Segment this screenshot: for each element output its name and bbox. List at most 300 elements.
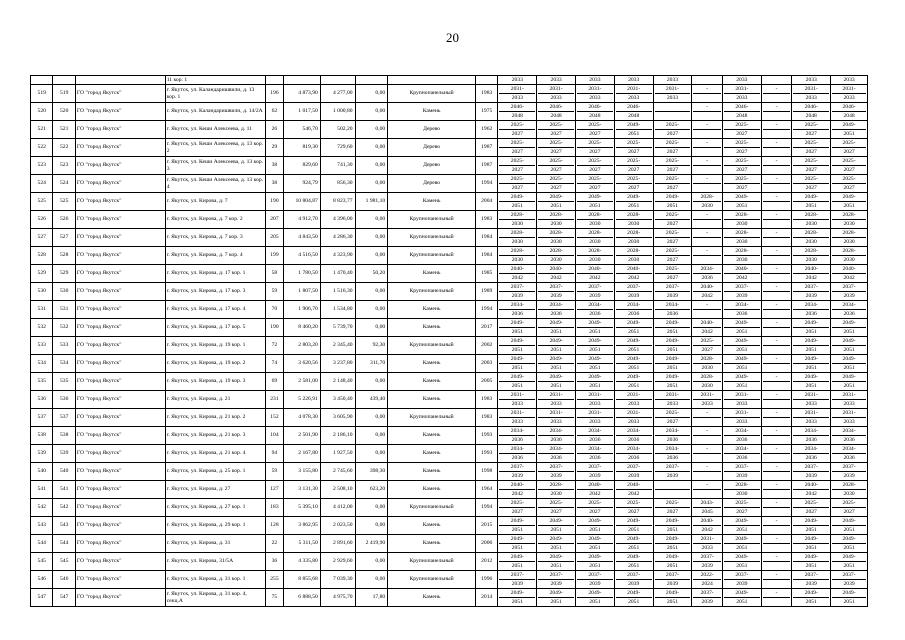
repair-period-cell	[831, 193, 868, 211]
period-end: 2051	[666, 383, 679, 389]
repair-period-cell	[653, 193, 692, 211]
period-end: 2030	[628, 257, 640, 263]
municipality-cell: ГО "город Якутск"	[75, 301, 165, 319]
period-start: 2049-	[724, 373, 760, 382]
nonresidential-area-cell: 17,80	[355, 589, 388, 607]
period-start: 2034-	[577, 301, 613, 310]
repair-period-cell	[537, 229, 576, 247]
period-end: 2027	[666, 149, 679, 155]
period-end: 2042	[843, 275, 855, 281]
period-end: 2051	[736, 563, 748, 569]
period-start: 2034-	[616, 445, 652, 454]
period-end: 2045	[701, 509, 713, 515]
build-year-cell: 1984	[475, 247, 497, 265]
repair-period-cell	[498, 535, 537, 553]
period-start: 2037-	[616, 463, 652, 472]
period-end: 2051	[550, 347, 562, 353]
build-year-cell: 1998	[475, 463, 497, 481]
build-year-cell: 1983	[475, 211, 497, 229]
build-year-cell: 1993	[475, 445, 497, 463]
period-start: -	[763, 499, 791, 508]
period-start: 2031-	[832, 391, 866, 400]
period-start: 2049-	[832, 535, 866, 544]
row-index-cell: 539	[53, 445, 75, 463]
period-end: 2051	[805, 527, 817, 533]
row-index-cell: 534	[53, 355, 75, 373]
period-start: 2031-	[724, 409, 760, 418]
living-area-cell: 741,30	[320, 157, 355, 175]
address-cell: г. Якутск, ул. Каландаришвили, д. 13 кор. 1	[165, 85, 265, 103]
address-cell: г. Якутск, ул. Кирова, д. 21 кор. 2	[165, 409, 265, 427]
repair-period-cell	[537, 445, 576, 463]
table-row	[31, 301, 868, 319]
repair-period-cell	[692, 139, 723, 157]
period-end: 2036	[843, 455, 855, 461]
period-start: -	[763, 139, 791, 148]
repair-period-cell	[792, 373, 831, 391]
period-start: 2049-	[655, 589, 691, 598]
period-start: 2040-	[616, 481, 652, 490]
repair-period-cell	[722, 139, 761, 157]
period-end: 2027	[805, 167, 817, 173]
period-end: 2033	[589, 95, 601, 101]
repair-period-cell	[761, 535, 792, 553]
repair-period-cell	[576, 337, 615, 355]
period-end: 2042	[550, 275, 562, 281]
period-end: 2051	[736, 599, 748, 605]
build-year-cell: 1994	[475, 499, 497, 517]
repair-period-cell	[537, 553, 576, 571]
period-end: 2039	[736, 293, 748, 299]
repair-period-cell	[722, 391, 761, 409]
repair-period-cell	[653, 103, 692, 121]
row-index-cell: 520	[53, 103, 75, 121]
period-end: 2027	[550, 509, 562, 515]
build-year-cell: 2005	[475, 373, 497, 391]
period-end: 2030	[511, 257, 523, 263]
period-start: 2025-	[577, 499, 613, 508]
repair-period-cell	[576, 319, 615, 337]
wall-material-cell: Крупнопанельный	[388, 85, 476, 103]
nonresidential-area-cell: 0,00	[355, 301, 388, 319]
repair-period-cell	[498, 553, 537, 571]
repair-period-cell	[614, 139, 653, 157]
row-number-cell: 523	[31, 157, 53, 175]
living-area-cell: 4 323,90	[320, 247, 355, 265]
repair-period-cell	[692, 553, 723, 571]
repair-period-cell	[537, 175, 576, 193]
period-start: 2031-	[832, 85, 866, 94]
row-index-cell: 521	[53, 121, 75, 139]
period-start: 2025-	[655, 229, 691, 238]
table-row	[31, 553, 868, 571]
period-end: 2051	[628, 383, 640, 389]
period-end: 2051	[628, 131, 640, 137]
total-area-cell: 3 620,56	[284, 355, 321, 373]
period-start: -	[763, 535, 791, 544]
repair-period-cell	[692, 391, 723, 409]
period-end: 2051	[550, 203, 562, 209]
repair-period-cell	[792, 157, 831, 175]
period-start: 2028-	[793, 247, 829, 256]
period-start: 2034-	[499, 445, 535, 454]
living-area-cell: 729,60	[320, 139, 355, 157]
repair-period-cell	[692, 355, 723, 373]
repair-period-cell	[537, 211, 576, 229]
repair-period-cell	[831, 337, 868, 355]
nonresidential-area-cell: 0,00	[355, 229, 388, 247]
repair-period-cell	[614, 247, 653, 265]
row-number-cell: 540	[31, 463, 53, 481]
repair-period-cell	[761, 445, 792, 463]
repair-period-cell	[537, 319, 576, 337]
repair-period-cell	[576, 499, 615, 517]
period-start: 2049-	[499, 373, 535, 382]
period-start: 2025-	[724, 121, 760, 130]
period-end: 2051	[511, 383, 523, 389]
table-row	[31, 247, 868, 265]
repair-period-cell	[831, 355, 868, 373]
period-start: 2025-	[655, 211, 691, 220]
build-year-cell: 1962	[475, 121, 497, 139]
repair-period-cell	[792, 571, 831, 589]
period-end	[763, 238, 791, 246]
period-end: 2051	[511, 527, 523, 533]
repair-period-cell	[761, 355, 792, 373]
period-start: 2031-	[538, 409, 574, 418]
period-end: 2039	[628, 293, 640, 299]
repair-period-cell	[653, 265, 692, 283]
period-start: 2049-	[577, 589, 613, 598]
repair-period-cell	[792, 427, 831, 445]
row-number-cell: 543	[31, 517, 53, 535]
total-area-cell: 546,70	[284, 121, 321, 139]
period-start: -	[693, 157, 721, 166]
period-start: -	[693, 103, 721, 112]
period-start: 2025-	[538, 139, 574, 148]
repair-period-cell	[576, 355, 615, 373]
repair-period-cell	[792, 85, 831, 103]
wall-material-cell: Камень	[388, 319, 476, 337]
repair-period-cell	[761, 103, 792, 121]
period-end: 2042	[805, 491, 817, 497]
period-start: 2034-	[793, 301, 829, 310]
period-start: 2028-	[724, 211, 760, 220]
repair-period-cell	[576, 391, 615, 409]
row-index-cell: 545	[53, 553, 75, 571]
period-end: 2039	[805, 293, 817, 299]
period-start: 2049-	[832, 553, 866, 562]
period-end: 2027	[666, 221, 679, 227]
municipality-cell: ГО "город Якутск"	[75, 211, 165, 229]
period-end: 2027	[736, 131, 748, 137]
period-start: 2025-	[577, 157, 613, 166]
table-row	[31, 427, 868, 445]
row-index-cell: 535	[53, 373, 75, 391]
period-start: 2049-	[724, 589, 760, 598]
repair-period-cell	[537, 535, 576, 553]
period-start: -	[763, 247, 791, 256]
repair-period-cell	[792, 337, 831, 355]
municipality-cell: ГО "город Якутск"	[75, 157, 165, 175]
repair-period-cell	[537, 463, 576, 481]
repair-period-cell	[692, 535, 723, 553]
floors-cell: 38	[265, 157, 283, 175]
period-end	[763, 418, 791, 426]
period-end: 2030	[589, 239, 601, 245]
period-start: 2040-	[577, 481, 613, 490]
period-start: 2049-	[616, 193, 652, 202]
total-area-cell: 4 078,30	[284, 409, 321, 427]
repair-period-cell	[653, 409, 692, 427]
repair-period-cell	[653, 445, 692, 463]
period-start: 2049-	[655, 535, 691, 544]
period-start: 2049-	[793, 337, 829, 346]
repair-period-cell	[614, 85, 653, 103]
table-row	[31, 319, 868, 337]
wall-material-cell: Камень	[388, 301, 476, 319]
repair-period-cell	[831, 445, 868, 463]
period-start: 2049-	[655, 193, 691, 202]
repair-period-cell	[614, 265, 653, 283]
period-end: 2027	[736, 167, 748, 173]
period-end: 2051	[843, 131, 855, 137]
repair-period-cell	[692, 301, 723, 319]
period-end: 2027	[666, 239, 679, 245]
period-end: 2042	[805, 275, 817, 281]
nonresidential-area-cell: 0,00	[355, 553, 388, 571]
period-start: 2034-	[655, 445, 691, 454]
municipality-cell: ГО "город Якутск"	[75, 85, 165, 103]
period-start: 2037-	[793, 283, 829, 292]
repair-period-cell	[831, 283, 868, 301]
period-end: 2027	[550, 185, 562, 191]
floors-cell: 207	[265, 211, 283, 229]
row-number-cell: 533	[31, 337, 53, 355]
period-end: 2051	[805, 365, 817, 371]
period-end: 2033	[666, 401, 679, 407]
period-end: 2030	[701, 203, 713, 209]
period-end: 2027	[550, 131, 562, 137]
period-start: 2028-	[499, 211, 535, 220]
repair-period-cell	[614, 301, 653, 319]
municipality-cell: ГО "город Якутск"	[75, 355, 165, 373]
row-number-cell: 536	[31, 391, 53, 409]
repair-period-cell	[653, 85, 692, 103]
period-start: -	[693, 247, 721, 256]
repair-period-cell	[792, 193, 831, 211]
period-end: 2030	[550, 221, 562, 227]
period-start: 2040-	[577, 265, 613, 274]
nonresidential-area-cell: 0,00	[355, 499, 388, 517]
period-start: 2043-	[693, 499, 721, 508]
period-end: 2036	[843, 311, 855, 317]
period-start: 2049-	[832, 355, 866, 364]
floors-cell: 205	[265, 229, 283, 247]
row-index-cell: 522	[53, 139, 75, 157]
period-end	[763, 112, 791, 120]
period-start: 2031-	[577, 85, 613, 94]
period-end: 2033	[511, 419, 523, 425]
period-start: 2040-	[499, 481, 535, 490]
period-start: 2031-	[793, 409, 829, 418]
period-end: 2051	[666, 545, 679, 551]
period-end: 2030	[628, 239, 640, 245]
repair-period-cell	[653, 373, 692, 391]
period-end: 2027	[736, 509, 748, 515]
period-start: -	[763, 571, 791, 580]
period-start: 2034-	[832, 301, 866, 310]
repair-period-cell	[761, 463, 792, 481]
repair-period-cell	[692, 319, 723, 337]
total-area-cell: 4 843,50	[284, 229, 321, 247]
year-cell: 2033	[653, 76, 692, 85]
nonresidential-area-cell: 0,00	[355, 211, 388, 229]
period-end: 2039	[550, 473, 562, 479]
repair-period-cell	[792, 175, 831, 193]
total-area-cell: 1 906,70	[284, 301, 321, 319]
municipality-cell: ГО "город Якутск"	[75, 283, 165, 301]
living-area-cell: 1 927,50	[320, 445, 355, 463]
period-start: 2025-	[793, 121, 829, 130]
period-start: 2049-	[616, 373, 652, 382]
build-year-cell: 1987	[475, 157, 497, 175]
build-year-cell: 1993	[475, 427, 497, 445]
table-row	[31, 139, 868, 157]
period-end: 2027	[589, 149, 601, 155]
repair-period-cell	[614, 463, 653, 481]
total-area-cell: 6 888,50	[284, 589, 321, 607]
address-cell: г. Якутск, ул. Кирова, д. 25 кор. 1	[165, 463, 265, 481]
period-end: 2027	[511, 131, 523, 137]
repair-period-cell	[614, 409, 653, 427]
repair-period-cell	[614, 175, 653, 193]
address-cell: г. Якутск, ул. Кеши Алексеева, д. 13 кор. 3	[165, 157, 265, 175]
period-end: 2051	[666, 347, 679, 353]
address-cell: г. Якутск, ул. Кирова, д. 17 кор. 5	[165, 319, 265, 337]
repair-period-cell	[498, 157, 537, 175]
repair-period-cell	[792, 481, 831, 499]
build-year-cell: 2017	[475, 319, 497, 337]
row-number-cell: 542	[31, 499, 53, 517]
floors-cell: 190	[265, 319, 283, 337]
repair-period-cell	[614, 283, 653, 301]
period-start: 2028-	[724, 229, 760, 238]
repair-period-cell	[576, 427, 615, 445]
repair-period-cell	[761, 499, 792, 517]
period-end: 2051	[843, 329, 855, 335]
wall-material-cell: Крупнопанельный	[388, 571, 476, 589]
period-start: 2049-	[616, 337, 652, 346]
period-start: 2049-	[616, 319, 652, 328]
period-end	[763, 328, 791, 336]
period-end: 2036	[511, 437, 523, 443]
total-area-cell: 4 912,70	[284, 211, 321, 229]
repair-period-cell	[537, 139, 576, 157]
period-end: 2051	[550, 383, 562, 389]
repair-period-cell	[498, 265, 537, 283]
period-end: 2039	[511, 293, 523, 299]
municipality-cell: ГО "город Якутск"	[75, 427, 165, 445]
period-end: 2051	[736, 527, 748, 533]
repair-period-cell	[692, 193, 723, 211]
address-cell: г. Якутск, ул. Кирова, д. 7 кор. 3	[165, 229, 265, 247]
period-start: -	[763, 193, 791, 202]
period-start	[655, 103, 691, 112]
period-end	[763, 400, 791, 408]
period-end: 2030	[843, 221, 855, 227]
period-start: -	[763, 301, 791, 310]
period-end: 2051	[805, 599, 817, 605]
period-start: 2025-	[793, 139, 829, 148]
period-start: 2028-	[499, 229, 535, 238]
period-start: -	[763, 427, 791, 436]
repair-period-cell	[831, 301, 868, 319]
period-start: 2028-	[538, 481, 574, 490]
period-start: -	[693, 211, 721, 220]
wall-material-cell: Камень	[388, 445, 476, 463]
nonresidential-area-cell: 2 419,90	[355, 535, 388, 553]
period-end	[763, 292, 791, 300]
period-end: 2033	[628, 95, 640, 101]
floors-cell: 72	[265, 337, 283, 355]
period-end: 2027	[589, 185, 601, 191]
period-end: 2051	[550, 527, 562, 533]
table-row	[31, 103, 868, 121]
row-index-cell: 525	[53, 193, 75, 211]
repair-period-cell	[537, 193, 576, 211]
address-cell: г. Якутск, ул. Каландаришвили, д. 14/2А	[165, 103, 265, 121]
period-end: 2027	[589, 509, 601, 515]
period-start	[655, 481, 691, 490]
period-end	[763, 562, 791, 570]
repair-period-cell	[653, 427, 692, 445]
period-end: 2030	[736, 491, 748, 497]
municipality-cell: ГО "город Якутск"	[75, 193, 165, 211]
period-start: 2031-	[538, 391, 574, 400]
total-area-cell: 819,30	[284, 139, 321, 157]
repair-period-cell	[722, 211, 761, 229]
repair-period-cell	[653, 229, 692, 247]
period-start: -	[693, 229, 721, 238]
period-start: 2025-	[793, 175, 829, 184]
address-cell: г. Якутск, ул. Кирова, д. 31 кор. 4, секц.А	[165, 589, 265, 607]
repair-period-cell	[761, 283, 792, 301]
address-cell: г. Якутск, ул. Кирова, д. 17 кор. 4	[165, 301, 265, 319]
period-end	[763, 148, 791, 156]
period-start: 2028-	[577, 229, 613, 238]
row-index-cell: 519	[53, 85, 75, 103]
period-start: 2049-	[724, 319, 760, 328]
repair-period-cell	[653, 121, 692, 139]
period-start: 2049-	[577, 517, 613, 526]
period-start: -	[763, 121, 791, 130]
living-area-cell: 2 148,40	[320, 373, 355, 391]
repair-period-cell	[692, 409, 723, 427]
repair-period-cell	[792, 121, 831, 139]
repair-period-cell	[576, 409, 615, 427]
period-end: 2051	[511, 563, 523, 569]
period-start: 2025-	[538, 121, 574, 130]
repair-period-cell	[692, 121, 723, 139]
period-start: 2034-	[693, 265, 721, 274]
period-start: 2034-	[793, 427, 829, 436]
period-start: 2031-	[793, 391, 829, 400]
build-year-cell: 1985	[475, 265, 497, 283]
row-number-cell: 526	[31, 211, 53, 229]
period-end: 2039	[666, 473, 679, 479]
nonresidential-area-cell: 92,30	[355, 337, 388, 355]
